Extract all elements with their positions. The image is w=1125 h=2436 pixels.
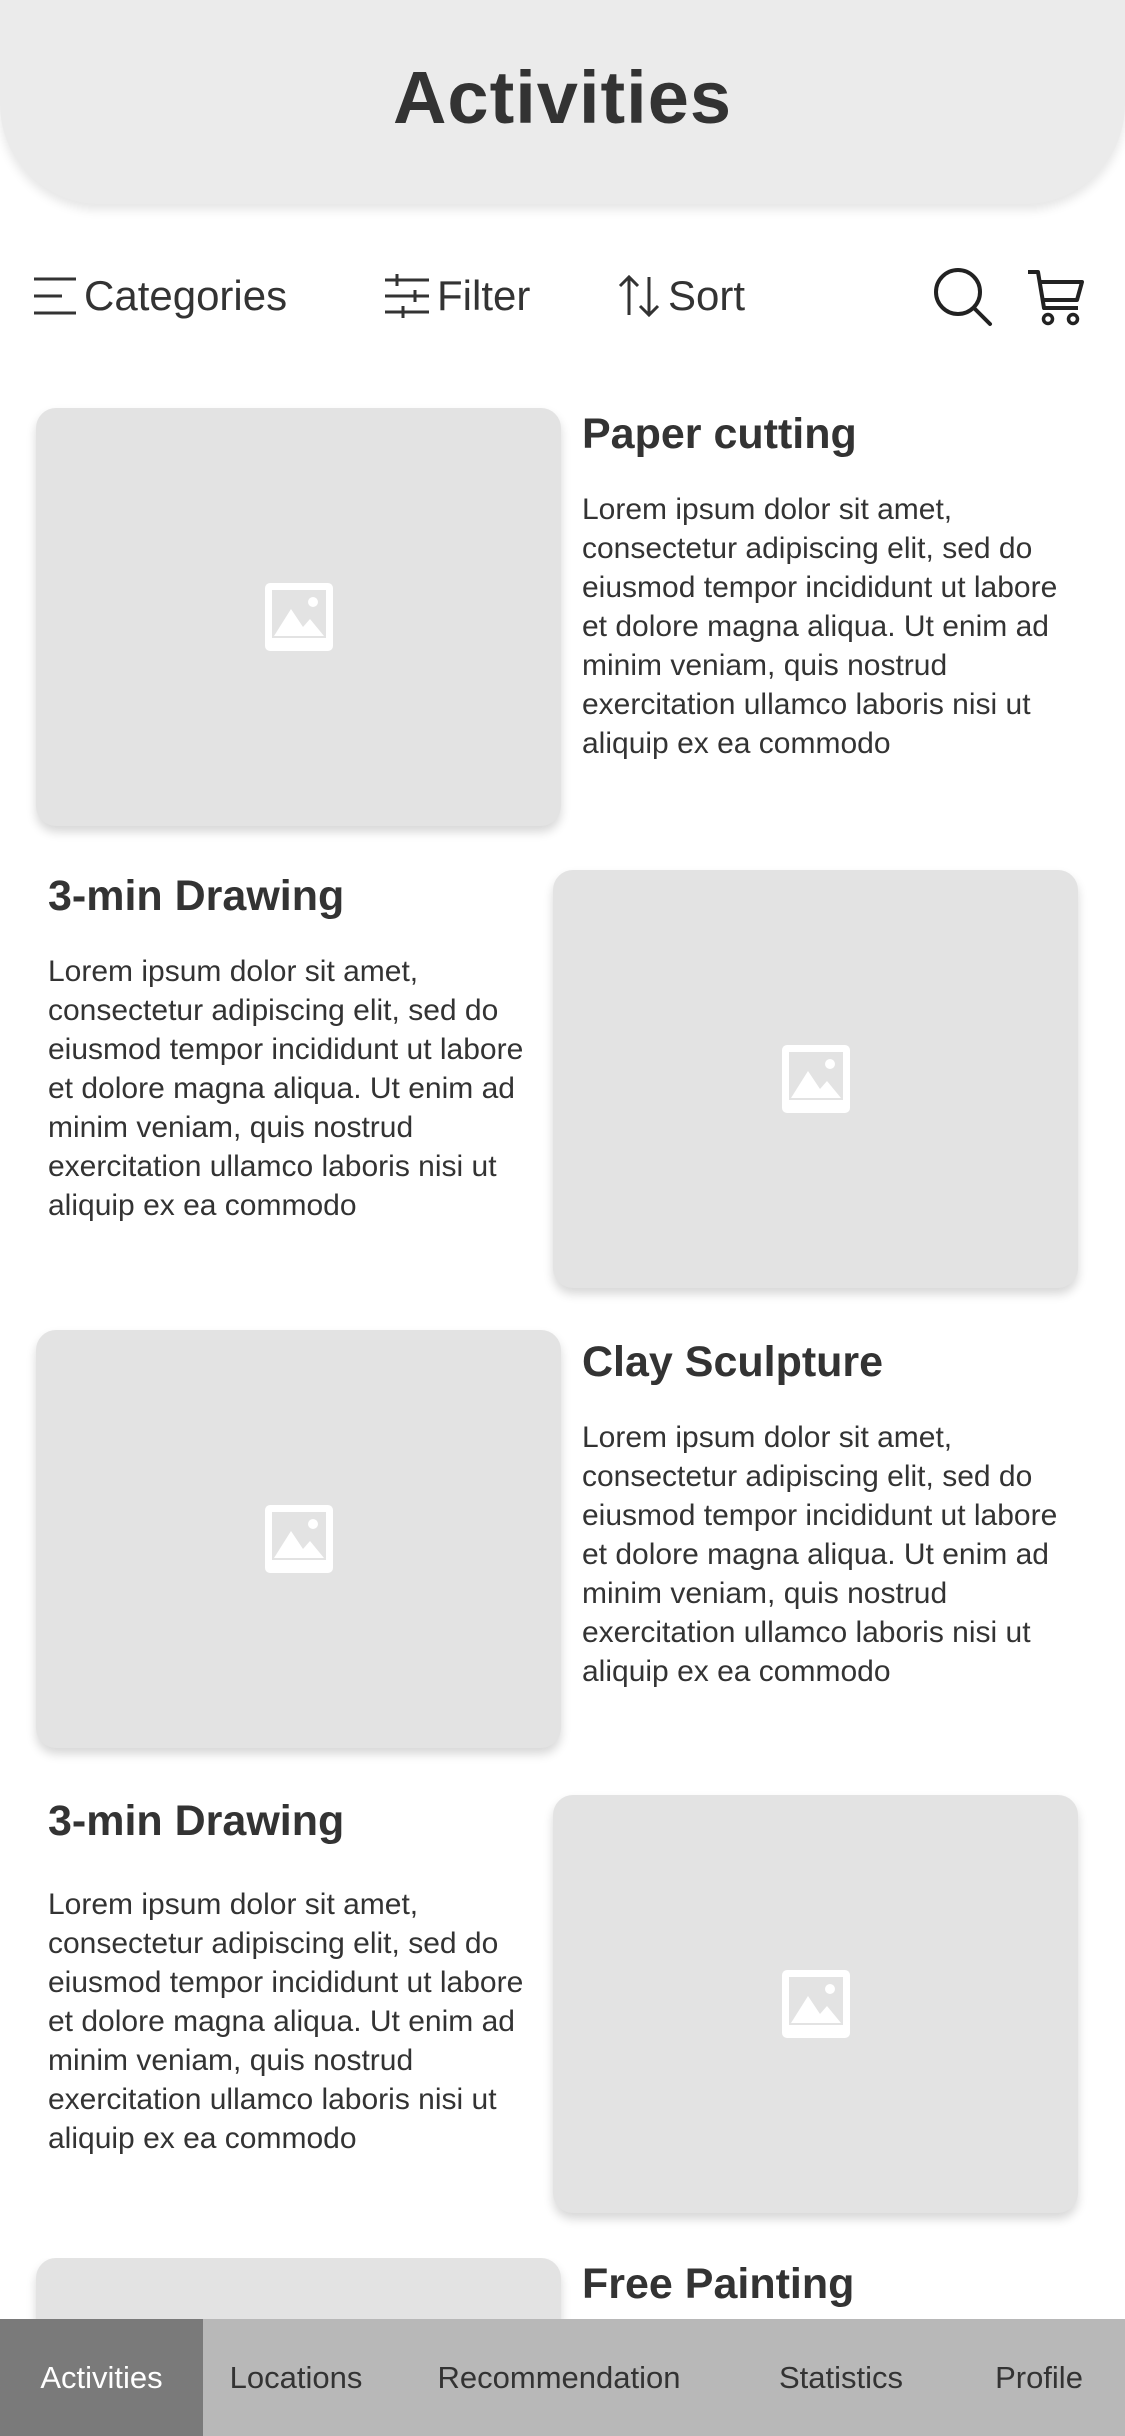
activity-text [582, 408, 1082, 763]
activity-title: Free Painting [582, 2260, 855, 2308]
activity-title: 3-min Drawing [48, 1797, 345, 1845]
sort-button[interactable] [616, 250, 745, 342]
activity-card[interactable] [0, 870, 1125, 1290]
categories-button[interactable] [32, 250, 287, 342]
activity-title: Clay Sculpture [582, 1338, 884, 1386]
image-icon [782, 1970, 850, 2038]
activity-image [36, 2258, 561, 2319]
nav-tab-statistics[interactable] [729, 2319, 953, 2436]
categories-label: Categories [84, 272, 288, 319]
nav-tab-profile[interactable] [953, 2319, 1125, 2436]
activity-image [36, 1330, 561, 1748]
activity-card[interactable] [0, 2258, 1125, 2319]
image-icon [265, 1505, 333, 1573]
image-icon [265, 583, 333, 651]
bottom-nav [0, 2319, 1125, 2436]
activity-description: Lorem ipsum dolor sit amet, consectetur adipiscing elit, sed do eiusmod tempor incididunt ut labore et dolore magna aliqua. Ut enim ad minim veniam, quis nostrud exercitation ullamco laboris nisi ut aliquip ex ea commodo [48, 955, 524, 1222]
nav-tab-label: Statistics [778, 2359, 904, 2395]
sort-label: Sort [668, 272, 746, 319]
nav-tab-activities[interactable] [0, 2319, 203, 2436]
sort-arrows-icon [616, 273, 662, 319]
activity-image [553, 870, 1078, 1288]
activity-description: Lorem ipsum dolor sit amet, consectetur adipiscing elit, sed do eiusmod tempor incididunt ut labore et dolore magna aliqua. Ut enim ad minim veniam, quis nostrud exercitation ullamco laboris nisi ut aliquip ex ea commodo [582, 1421, 1058, 1688]
activity-text [48, 1795, 548, 2158]
activity-text [582, 2258, 1082, 2310]
activity-card[interactable] [0, 1795, 1125, 2215]
activity-text [582, 1336, 1082, 1691]
nav-tab-label: Activities [40, 2359, 163, 2395]
filter-button[interactable] [383, 250, 530, 342]
nav-tab-recommendation[interactable] [389, 2319, 729, 2436]
activity-card[interactable] [0, 1330, 1125, 1750]
activity-card[interactable] [0, 408, 1125, 828]
sliders-icon [383, 272, 431, 320]
cart-button[interactable] [1026, 266, 1088, 328]
activity-image [36, 408, 561, 826]
activity-description: Lorem ipsum dolor sit amet, consectetur adipiscing elit, sed do eiusmod tempor incididunt ut labore et dolore magna aliqua. Ut enim ad minim veniam, quis nostrud exercitation ullamco laboris nisi ut aliquip ex ea commodo [48, 1888, 524, 2155]
nav-tab-label: Recommendation [437, 2359, 681, 2395]
activity-description: Lorem ipsum dolor sit amet, consectetur adipiscing elit, sed do eiusmod tempor incididunt ut labore et dolore magna aliqua. Ut enim ad minim veniam, quis nostrud exercitation ullamco laboris nisi ut aliquip ex ea commodo [582, 493, 1058, 760]
toolbar [0, 250, 1125, 342]
activity-text [48, 870, 548, 1225]
activity-title: 3-min Drawing [48, 872, 345, 920]
cart-icon [1026, 266, 1088, 328]
activity-image [553, 1795, 1078, 2213]
nav-tab-label: Locations [229, 2359, 363, 2395]
page-title: Activities [392, 55, 733, 139]
nav-tab-locations[interactable] [203, 2319, 389, 2436]
app-header [0, 0, 1125, 204]
menu-lines-icon [32, 273, 78, 319]
filter-label: Filter [437, 272, 531, 319]
nav-tab-label: Profile [995, 2359, 1083, 2395]
search-icon [932, 266, 994, 328]
image-icon [782, 1045, 850, 1113]
search-button[interactable] [932, 266, 994, 328]
activity-title: Paper cutting [582, 410, 857, 458]
